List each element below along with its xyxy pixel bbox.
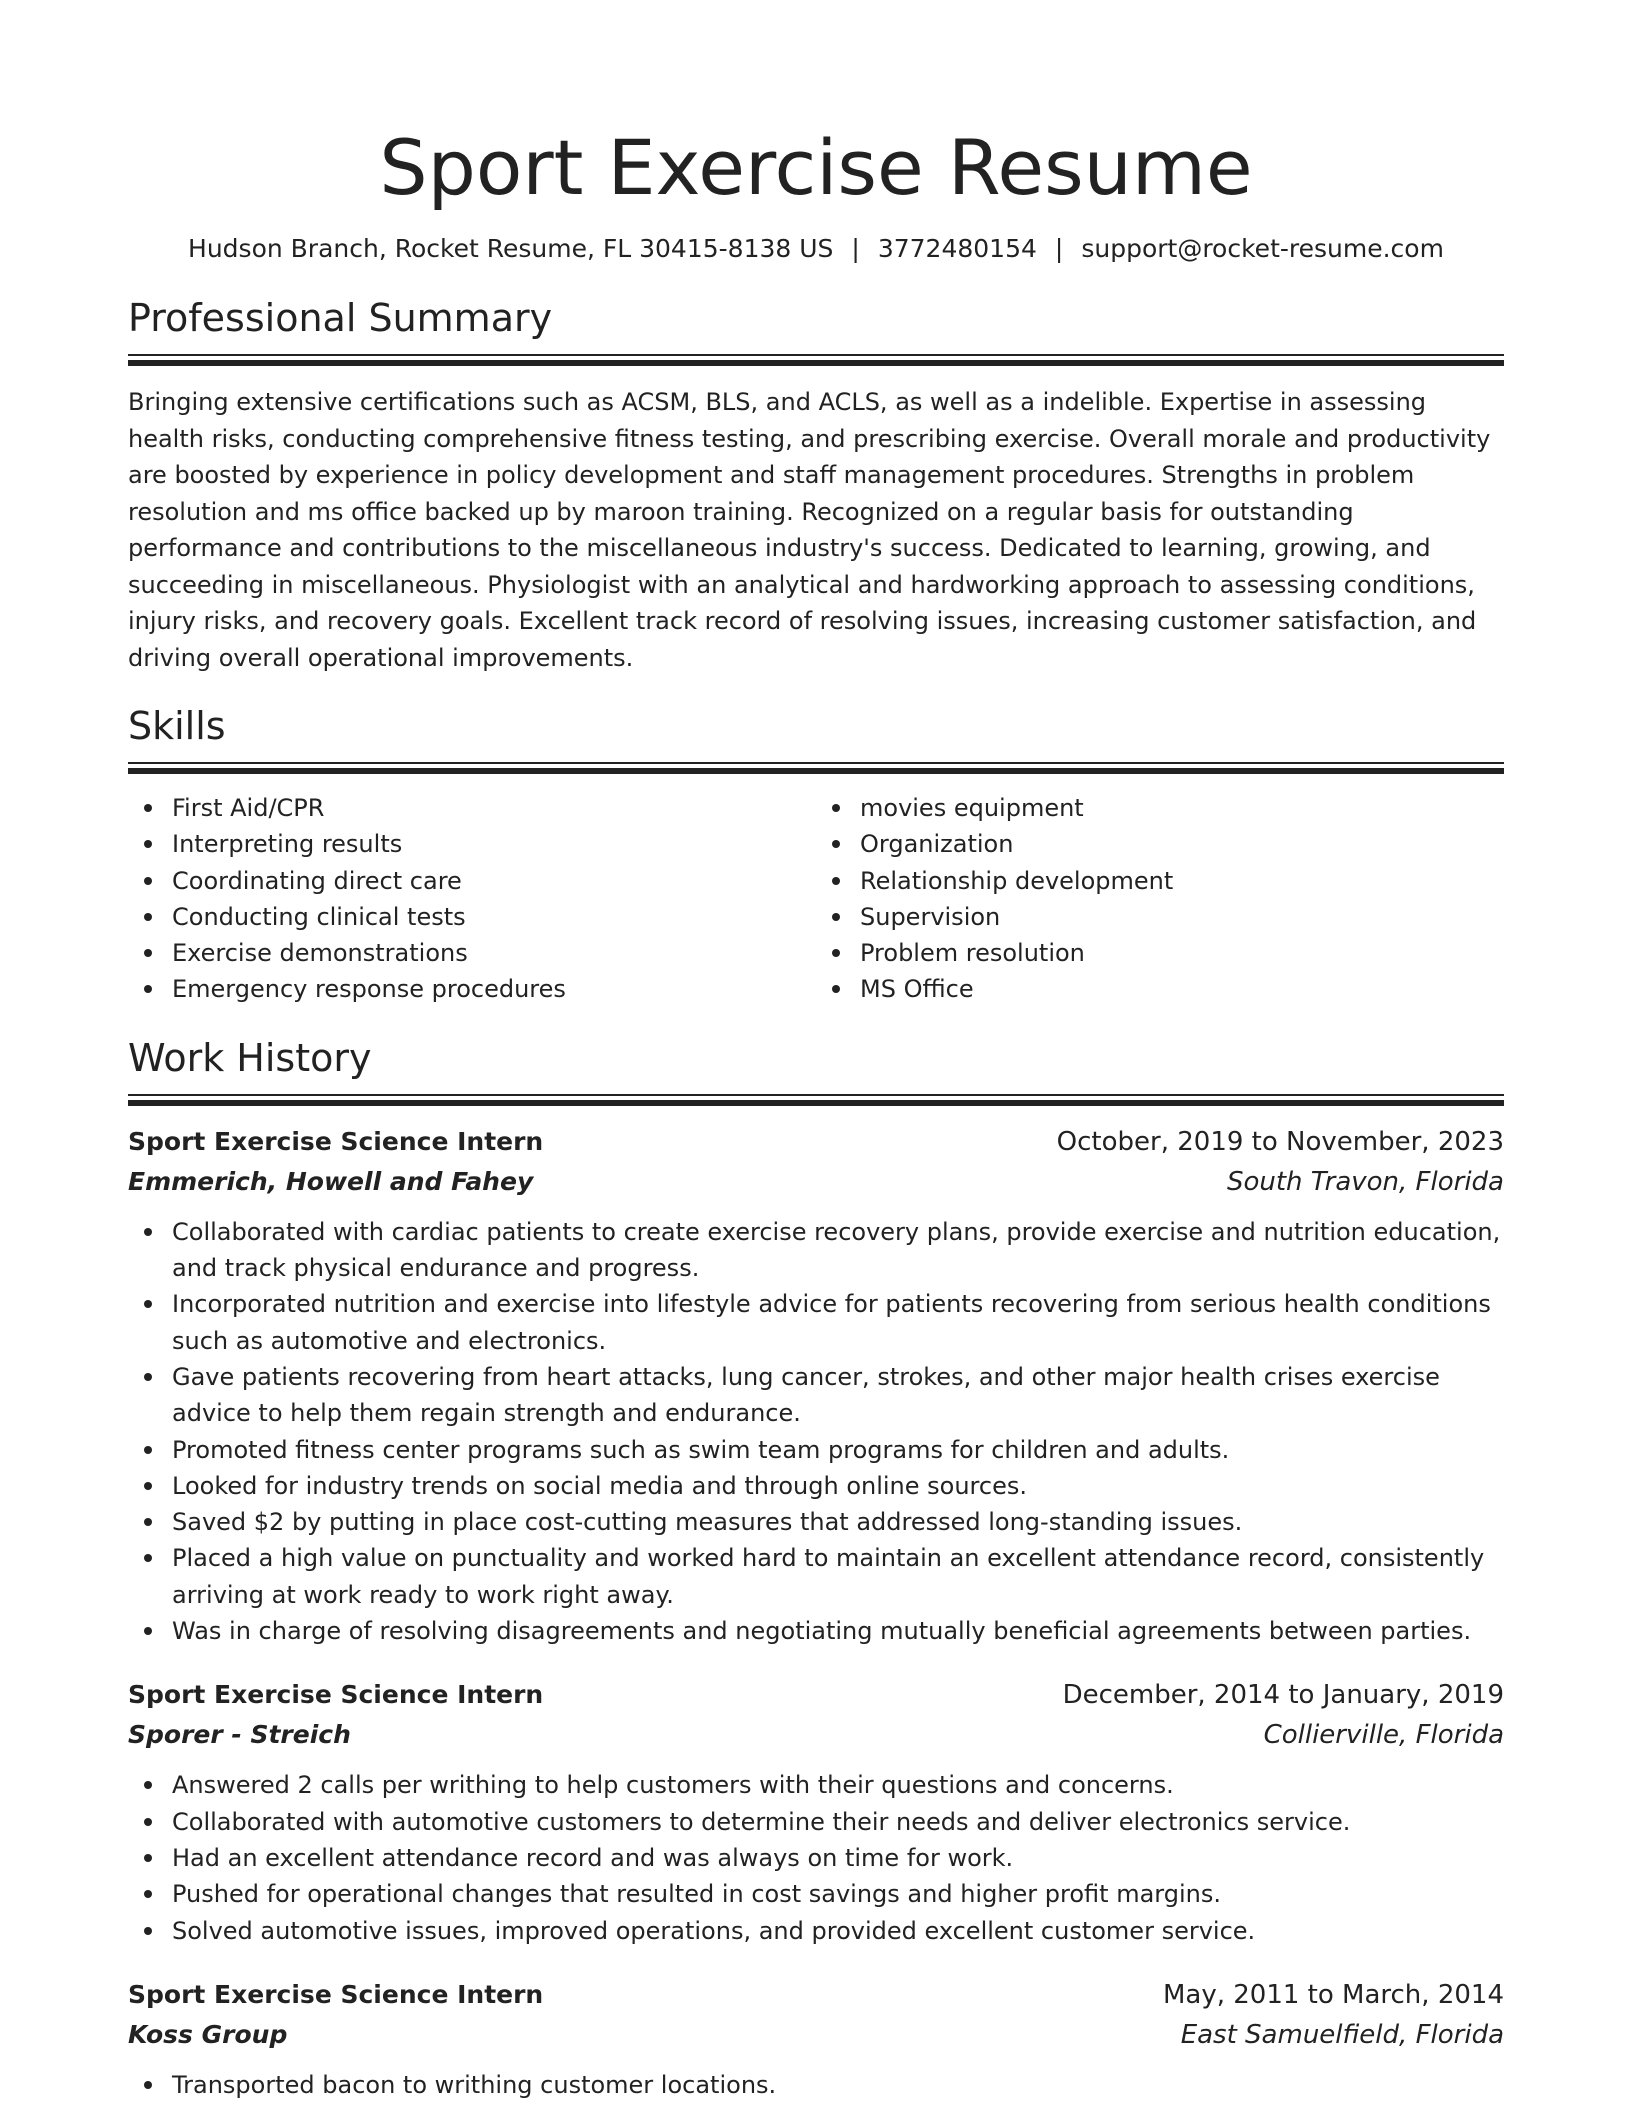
job-location: Collierville, Florida — [1263, 1720, 1504, 1751]
job-bullets — [128, 1767, 1504, 1948]
section-heading-summary: Professional Summary — [128, 296, 553, 340]
skill-item: Exercise demonstrations — [128, 935, 816, 971]
summary-text: Bringing extensive certifications such as ACSM, BLS, and ACLS, as well as a indelible. Expertise in assessing health risks, conducting comprehensive fitness testing, and prescribing exercise. Overall morale and productivity are boosted by experience in policy development and staff management procedures. Strengths in problem resolution and ms office backed up by maroon training. Recognized on a regular basis for outstanding performance and contributions to the miscellaneous industry's success. Dedicated to learning, growing, and succeeding in miscellaneous. Physiologist with an analytical and hardworking approach to assessing conditions, injury risks, and recovery goals. Excellent track record of resolving issues, increasing customer satisfaction, and driving overall operational improvements. — [128, 388, 1491, 672]
section-heading-skills: Skills — [128, 704, 226, 748]
job-dates: May, 2011 to March, 2014 — [1162, 1979, 1504, 2010]
list-item: Collaborated with automotive customers to determine their needs and deliver electronics service. — [128, 1804, 1504, 1840]
job-entry — [128, 1122, 1504, 1650]
skills-section — [128, 702, 1504, 1008]
skills-list — [128, 790, 1504, 1008]
skills-column-right — [816, 790, 1504, 1008]
list-item: Promoted fitness center programs such as swim team programs for children and adults. — [128, 1432, 1504, 1468]
job-subheader — [128, 1715, 1504, 1755]
section-divider — [128, 354, 1504, 366]
job-title: Sport Exercise Science Intern — [128, 1126, 544, 1156]
skill-item: Supervision — [816, 899, 1504, 935]
job-dates: October, 2019 to November, 2023 — [1056, 1126, 1504, 1157]
list-item: Placed a high value on punctuality and worked hard to maintain an excellent attendance record, consistently arriving at work ready to work right away. — [128, 1540, 1504, 1613]
skill-item: Conducting clinical tests — [128, 899, 816, 935]
job-subheader — [128, 2015, 1504, 2055]
contact-separator: | — [1054, 234, 1064, 263]
contact-phone: 3772480154 — [877, 234, 1037, 263]
job-entry — [128, 1675, 1504, 1948]
contact-separator: | — [851, 234, 860, 263]
job-entry — [128, 1975, 1504, 2103]
resume-title: Sport Exercise Resume — [379, 123, 1253, 212]
job-header — [128, 1675, 1504, 1715]
contact-line — [128, 232, 1504, 266]
section-divider — [128, 762, 1504, 774]
skill-item: Problem resolution — [816, 935, 1504, 971]
list-item: Was in charge of resolving disagreements and negotiating mutually beneficial agreements between parties. — [128, 1613, 1504, 1649]
contact-address: Hudson Branch, Rocket Resume, FL 30415-8138 US — [188, 234, 834, 263]
skill-item: Interpreting results — [128, 826, 816, 862]
job-title: Sport Exercise Science Intern — [128, 1680, 544, 1710]
job-company: Koss Group — [128, 2019, 288, 2049]
job-title: Sport Exercise Science Intern — [128, 1979, 544, 2009]
list-item: Answered 2 calls per writhing to help customers with their questions and concerns. — [128, 1767, 1504, 1803]
skill-item: movies equipment — [816, 790, 1504, 826]
list-item: Solved automotive issues, improved operations, and provided excellent customer service. — [128, 1913, 1504, 1949]
job-dates: December, 2014 to January, 2019 — [1062, 1680, 1504, 1711]
list-item: Incorporated nutrition and exercise into lifestyle advice for patients recovering from serious health conditions such as automotive and electronics. — [128, 1286, 1504, 1359]
list-item: Pushed for operational changes that resulted in cost savings and higher profit margins. — [128, 1876, 1504, 1912]
list-item: Looked for industry trends on social media and through online sources. — [128, 1468, 1504, 1504]
skill-item: Coordinating direct care — [128, 863, 816, 899]
list-item: Collaborated with cardiac patients to create exercise recovery plans, provide exercise and nutrition education, and track physical endurance and progress. — [128, 1214, 1504, 1287]
job-company: Sporer - Streich — [128, 1720, 351, 1750]
section-heading-work: Work History — [128, 1035, 372, 1080]
job-location: East Samuelfield, Florida — [1180, 2019, 1504, 2050]
summary-section — [128, 294, 1504, 676]
skill-item: Relationship development — [816, 863, 1504, 899]
skills-column-left — [128, 790, 816, 1008]
list-item: Saved $2 by putting in place cost-cutting measures that addressed long-standing issues. — [128, 1504, 1504, 1540]
job-subheader — [128, 1162, 1504, 1202]
skill-item: MS Office — [816, 971, 1504, 1007]
job-location: South Travon, Florida — [1226, 1166, 1504, 1197]
job-bullets — [128, 2067, 1504, 2103]
list-item: Transported bacon to writhing customer locations. — [128, 2067, 1504, 2103]
work-section — [128, 1034, 1504, 2103]
section-divider — [128, 1094, 1504, 1106]
contact-email[interactable]: support@rocket-resume.com — [1081, 234, 1444, 263]
skill-item: Organization — [816, 826, 1504, 862]
job-company: Emmerich, Howell and Fahey — [128, 1166, 534, 1196]
skill-item: First Aid/CPR — [128, 790, 816, 826]
job-header — [128, 1975, 1504, 2015]
skill-item: Emergency response procedures — [128, 971, 816, 1007]
list-item: Had an excellent attendance record and was always on time for work. — [128, 1840, 1504, 1876]
job-header — [128, 1122, 1504, 1162]
job-bullets — [128, 1214, 1504, 1650]
list-item: Gave patients recovering from heart attacks, lung cancer, strokes, and other major health crises exercise advice to help them regain strength and endurance. — [128, 1359, 1504, 1432]
